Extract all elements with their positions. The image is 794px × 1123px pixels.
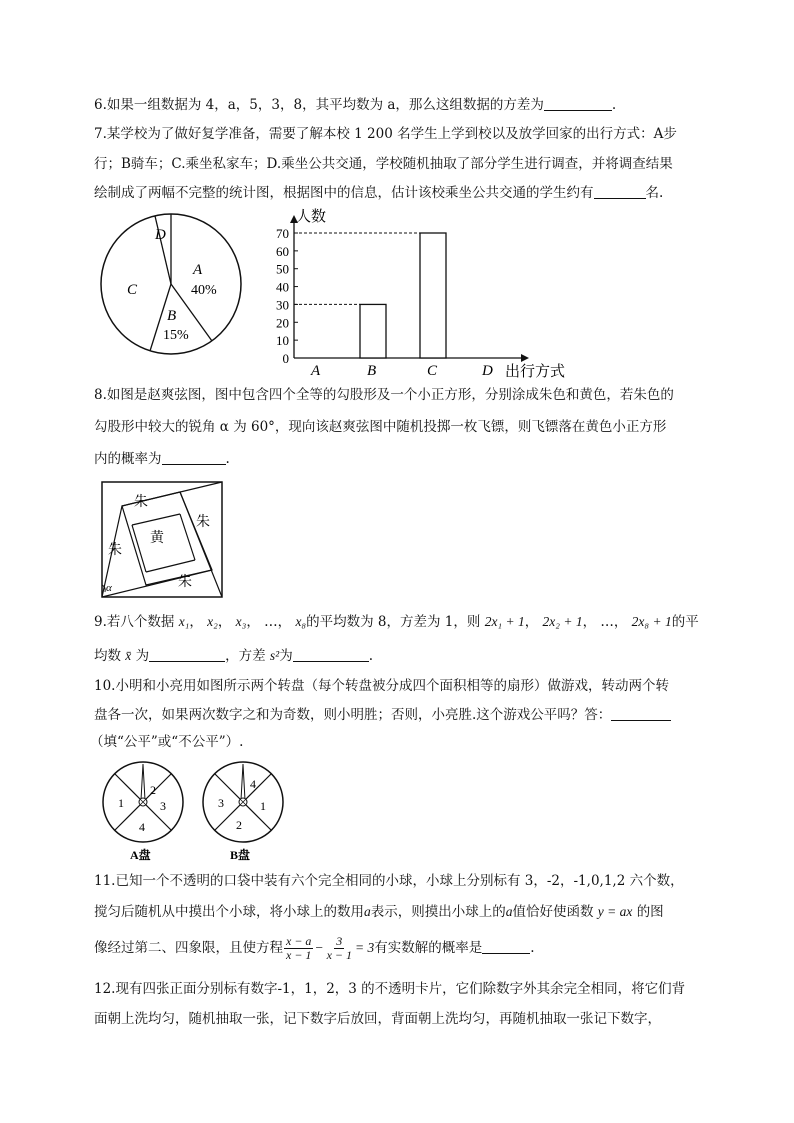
q10-answer-blank[interactable] (611, 707, 671, 721)
spinner-a-num-1: 1 (118, 796, 124, 810)
inner-square-bottom (146, 560, 195, 572)
q7-bar-chart (262, 205, 582, 380)
x-tick-label-d: D (482, 363, 493, 379)
q7-pie-chart (95, 212, 245, 357)
q10-line1: 10.小明和小亮用如图所示两个转盘（每个转盘被分成四个面积相等的扇形）做游戏，转动两个转 (94, 678, 669, 694)
q9-mean-blank[interactable] (149, 648, 225, 662)
pie-label-b: B (167, 308, 177, 324)
q10-spinner-a (98, 760, 190, 865)
spinner-b-label: B盘 (230, 848, 251, 862)
spinner-b-num-2: 2 (236, 818, 242, 832)
label-huang: 黄 (150, 531, 164, 546)
x-axis-label: 出行方式 (505, 364, 566, 380)
spinner-b-num-4: 4 (250, 777, 256, 791)
inner-square-leftside (132, 525, 146, 572)
pie-label-c: C (127, 282, 138, 298)
label-zhu-top: 朱 (134, 495, 148, 510)
q9-variance-blank[interactable] (293, 648, 369, 662)
bar-c (420, 233, 446, 358)
spinner-b-num-3: 3 (218, 796, 224, 810)
y-tick-label: 60 (276, 243, 289, 259)
q7-line3: 绘制成了两幅不完整的统计图，根据图中的信息，估计该校乘坐公共交通的学生约有 名. (94, 185, 664, 201)
spinner-a-pointer (141, 764, 145, 800)
q11-line2: 搅匀后随机从中摸出个小球，将小球上的数用a表示，则摸出小球上的a值恰好使函数 y = ax 的图 (94, 904, 664, 920)
y-tick-label: 70 (276, 226, 289, 241)
pie-value-b: 15% (163, 328, 189, 343)
spinner-b-num-1: 1 (260, 799, 266, 813)
spinner-b-pointer (241, 764, 245, 800)
y-tick-label: 0 (282, 351, 289, 366)
q8-line2: 勾股形中较大的锐角 α 为 60°，现向该赵爽弦图中随机投掷一枚飞镖，则飞镖落在黄色小正方形 (94, 419, 667, 435)
spinner-a-num-4: 4 (139, 820, 145, 834)
inner-square-left (132, 514, 180, 525)
inner-edge-a (102, 482, 122, 506)
y-tick-label: 10 (276, 333, 289, 349)
q6-answer-blank[interactable] (544, 97, 612, 111)
x-tick-label-b: B (367, 363, 377, 379)
y-tick-label: 50 (276, 261, 289, 277)
bar-b (360, 304, 386, 358)
q8-line1: 8.如图是赵爽弦图，图中包含四个全等的勾股形及一个小正方形，分别涂成朱色和黄色，若朱色的 (94, 387, 674, 403)
label-zhu-bottom: 朱 (178, 575, 192, 590)
pie-label-d: D (155, 227, 166, 243)
y-tick-label: 30 (276, 297, 289, 313)
pie-value-a: 40% (191, 283, 217, 298)
spinner-a-num-3: 3 (160, 799, 166, 813)
q6-text: 6.如果一组数据为 4，a，5，3，8，其平均数为 a，那么这组数据的方差为 . (94, 97, 617, 113)
q10-line2: 盘各一次，如果两次数字之和为奇数，则小明胜；否则，小亮胜.这个游戏公平吗？答： (94, 706, 671, 724)
x-axis-arrow (521, 354, 529, 362)
q7-answer-blank[interactable] (594, 185, 646, 199)
spinner-a-num-2: 2 (150, 783, 156, 797)
q11-answer-blank[interactable] (482, 940, 530, 954)
label-zhu-left: 朱 (108, 543, 122, 558)
fraction-2: $\frac{3}{x - 1}$ (326, 934, 352, 962)
y-axis-label: 人数 (296, 209, 327, 225)
label-alpha: α (106, 582, 112, 594)
q7-line1: 7.某学校为了做好复学准备，需要了解本校 1 200 名学生上学到校以及放学回家的出行方式：A步 (94, 126, 677, 142)
q10-line3: （填“公平”或“不公平”）. (90, 734, 244, 750)
inner-square-right (180, 514, 195, 560)
y-tick-label: 40 (276, 279, 289, 295)
label-zhu-right: 朱 (196, 515, 210, 530)
spinner-a-label: A盘 (130, 848, 151, 862)
x-tick-label-a: A (311, 363, 321, 379)
q11-line3: 像经过第二、四象限，且使方程 $\frac{x - a}{x - 1}$ − $\frac{3}{x - 1}$ = 3有实数解的概率是 . (94, 934, 535, 962)
q9-line2: 均数 x̄ 为 ，方差 s²为 . (94, 648, 373, 664)
q8-answer-blank[interactable] (162, 451, 226, 465)
y-tick-label: 20 (276, 315, 289, 331)
q12-line2: 面朝上洗均匀，随机抽取一张，记下数字后放回，背面朝上洗均匀，再随机抽取一张记下数字， (94, 1011, 661, 1027)
q8-line3: 内的概率为 . (94, 451, 230, 467)
q7-line2: 行；B骑车；C.乘坐私家车；D.乘坐公共交通，学校随机抽取了部分学生进行调查，并将调查结果 (94, 156, 673, 172)
pie-label-a: A (193, 262, 203, 278)
x-tick-label-c: C (427, 363, 438, 379)
q10-spinner-b (198, 760, 290, 865)
q9-line1: 9.若八个数据 x₁， x₂， x₃， …， x₈的平均数为 8，方差为 1，则 2x₁ + 1， 2x₂ + 1， …， 2x₈ + 1的平 (94, 614, 699, 630)
q11-line1: 11.已知一个不透明的口袋中装有六个完全相同的小球，小球上分别标有 3，-2，-1,0,1,2 六个数， (94, 873, 684, 889)
fraction-1: $\frac{x - a}{x - 1}$ (286, 934, 312, 962)
q8-zhaoshuang-figure (100, 480, 225, 600)
q12-line1: 12.现有四张正面分别标有数字-1，1，2，3 的不透明卡片，它们除数字外其余完全相同，将它们背 (94, 981, 686, 997)
